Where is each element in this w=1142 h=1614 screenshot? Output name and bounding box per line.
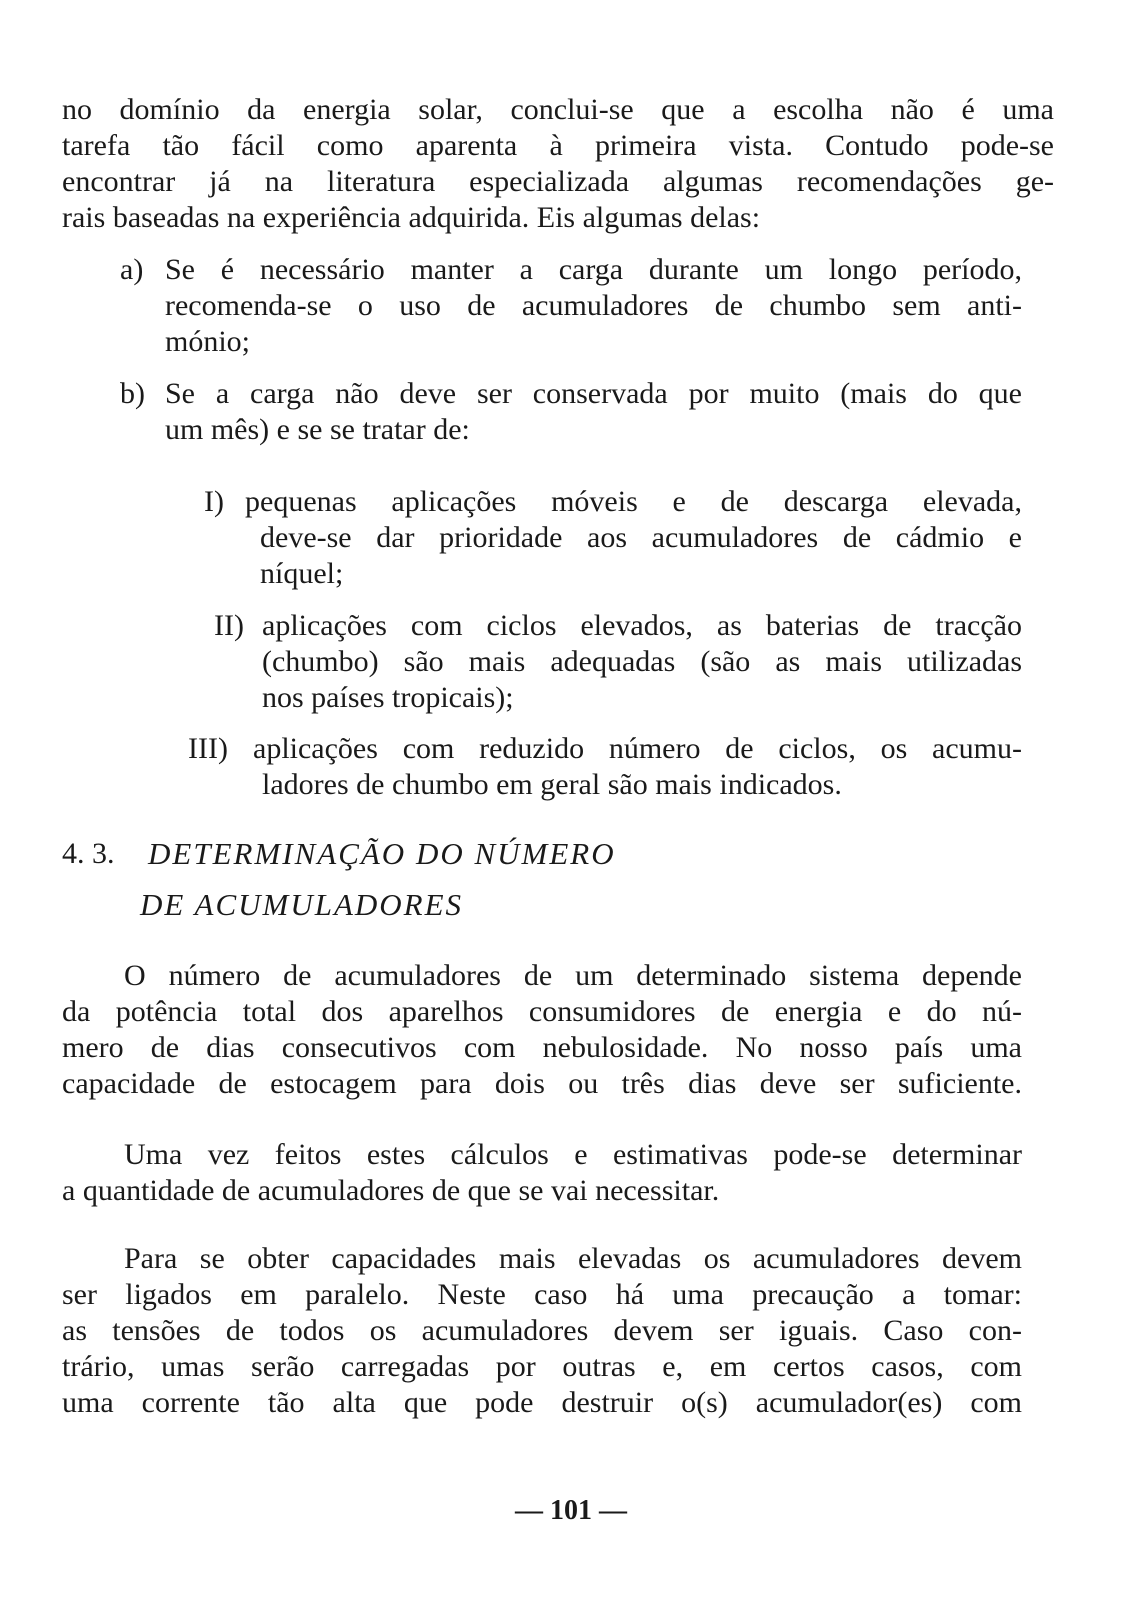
sublist-marker-2: II): [214, 609, 244, 642]
paragraph-line: a quantidade de acumuladores de que se vai necessitar.: [62, 1174, 720, 1207]
sublist-marker-1: I): [204, 485, 224, 518]
intro-line: encontrar já na literatura especializada algumas recomendações ge-: [62, 165, 1054, 198]
paragraph-line: capacidade de estocagem para dois ou três dias deve ser suficiente.: [62, 1067, 1022, 1100]
section-title: DE ACUMULADORES: [140, 887, 464, 922]
paragraph-line: uma corrente tão alta que pode destruir o(s) acumulador(es) com: [62, 1386, 1022, 1419]
paragraph-line: trário, umas serão carregadas por outras e, em certos casos, com: [62, 1350, 1022, 1383]
intro-line: tarefa tão fácil como aparenta à primeira vista. Contudo pode-se: [62, 129, 1054, 162]
sublist-item-2-line: aplicações com ciclos elevados, as baterias de tracção: [262, 609, 1022, 642]
sublist-item-1-line: pequenas aplicações móveis e de descarga elevada,: [245, 485, 1022, 518]
paragraph-line: mero de dias consecutivos com nebulosidade. No nosso país uma: [62, 1031, 1022, 1064]
list-item-a-line: mónio;: [165, 325, 251, 358]
sublist-item-3-line: ladores de chumbo em geral são mais indicados.: [262, 768, 842, 801]
paragraph-line: ser ligados em paralelo. Neste caso há uma precaução a tomar:: [62, 1278, 1022, 1311]
list-item-a-line: Se é necessário manter a carga durante um longo período,: [165, 253, 1022, 286]
list-item-b-line: um mês) e se se tratar de:: [165, 413, 470, 446]
paragraph-line: as tensões de todos os acumuladores devem ser iguais. Caso con-: [62, 1314, 1022, 1347]
sublist-marker-3: III): [188, 732, 228, 765]
page-number: — 101 —: [515, 1495, 627, 1526]
paragraph-line: Para se obter capacidades mais elevadas os acumuladores devem: [124, 1242, 1022, 1275]
sublist-item-2-line: (chumbo) são mais adequadas (são as mais utilizadas: [262, 645, 1022, 678]
paragraph-line: O número de acumuladores de um determinado sistema depende: [124, 959, 1022, 992]
list-item-a-line: recomenda-se o uso de acumuladores de chumbo sem anti-: [165, 289, 1022, 322]
list-marker-b: b): [120, 377, 145, 410]
sublist-item-1-line: deve-se dar prioridade aos acumuladores de cádmio e: [260, 521, 1022, 554]
list-marker-a: a): [120, 253, 144, 286]
paragraph-line: da potência total dos aparelhos consumidores de energia e do nú-: [62, 995, 1022, 1028]
intro-line: no domínio da energia solar, conclui-se que a escolha não é uma: [62, 93, 1054, 126]
section-title: DETERMINAÇÃO DO NÚMERO: [148, 836, 616, 871]
sublist-item-3-line: aplicações com reduzido número de ciclos, os acumu-: [253, 732, 1022, 765]
sublist-item-2-line: nos países tropicais);: [262, 681, 514, 714]
section-number: 4. 3.: [62, 837, 115, 870]
list-item-b-line: Se a carga não deve ser conservada por muito (mais do que: [165, 377, 1022, 410]
sublist-item-1-line: níquel;: [260, 557, 344, 590]
intro-line: rais baseadas na experiência adquirida. Eis algumas delas:: [62, 201, 761, 234]
paragraph-line: Uma vez feitos estes cálculos e estimativas pode-se determinar: [124, 1138, 1022, 1171]
